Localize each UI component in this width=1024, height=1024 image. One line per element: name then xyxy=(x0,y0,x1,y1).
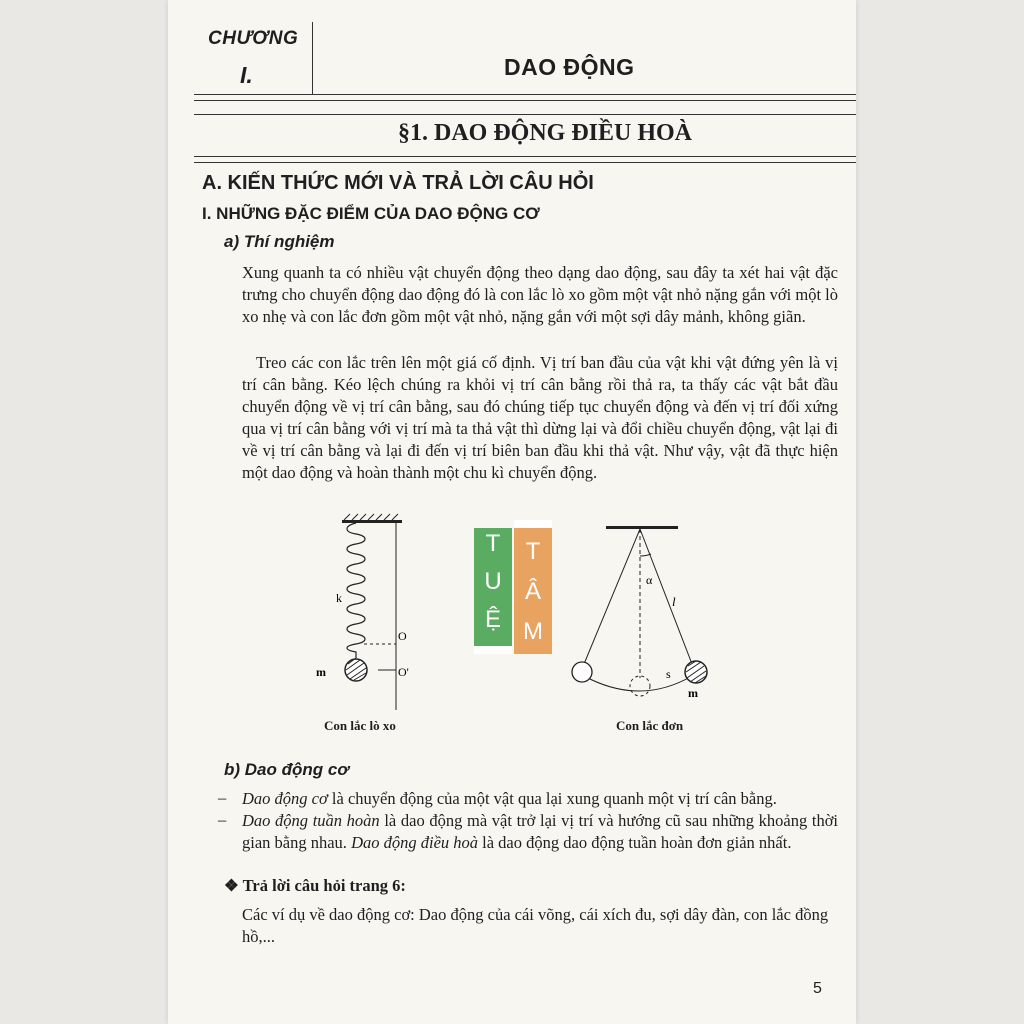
list-dash: – xyxy=(218,788,227,807)
header-rule xyxy=(194,100,856,101)
answer-body: Các ví dụ về dao động cơ: Dao động của cái võng, cái xích đu, sợi dây đàn, con lắc đồng hồ,... xyxy=(242,905,829,946)
heading-i: I. NHỮNG ĐẶC ĐIỂM CỦA DAO ĐỘNG CƠ xyxy=(202,204,540,223)
subheading-experiment: a) Thí nghiệm xyxy=(224,232,335,251)
logo-letter: U xyxy=(484,568,502,595)
logo-letter: Â xyxy=(524,578,541,605)
section-rule xyxy=(194,114,856,115)
chapter-title: DAO ĐỘNG xyxy=(504,54,635,80)
spring-label-k: k xyxy=(336,591,342,605)
spring-label-m: m xyxy=(316,665,326,679)
list-item: Dao động tuần hoàn là dao động mà vật trở lại vị trí và hướng cũ sau những khoảng thời gian bằng nhau. Dao động điều hoà là dao động dao động tuần hoàn đơn giản nhất. xyxy=(242,811,839,852)
heading-a: A. KIẾN THỨC MỚI VÀ TRẢ LỜI CÂU HỎI xyxy=(202,172,594,194)
header-rule xyxy=(194,94,856,95)
section-rule xyxy=(194,156,856,157)
diamond-bullet-icon: ❖ xyxy=(224,876,239,895)
chapter-number: I. xyxy=(240,62,253,88)
textbook-page xyxy=(168,0,856,1024)
page-number: 5 xyxy=(813,980,822,997)
pendulum-label-s: s xyxy=(666,667,671,681)
list-item: Dao động cơ là chuyển động của một vật qua lại xung quanh một vị trí cân bằng. xyxy=(242,789,777,808)
pendulum-caption: Con lắc đơn xyxy=(616,718,684,733)
spring-caption: Con lắc lò xo xyxy=(324,718,396,733)
pendulum-label-m: m xyxy=(688,686,698,700)
simple-pendulum-figure xyxy=(568,516,738,716)
paragraph: Xung quanh ta có nhiều vật chuyển động theo dạng dao động, sau đây ta xét hai vật đặc trưng cho chuyển động dao động đó là con lắc lò xo gồm một vật nhỏ nặng gắn với một lò xo nhẹ và con lắc đơn gồm một vật nhỏ, nặng gắn với một sợi dây mảnh, không giãn. xyxy=(242,263,838,326)
logo-letter: T xyxy=(485,530,501,557)
section-rule xyxy=(194,162,856,163)
logo-letter: T xyxy=(525,538,541,565)
answer-heading: ❖ Trả lời câu hỏi trang 6: xyxy=(224,876,406,895)
term: Dao động điều hoà xyxy=(351,833,479,852)
chapter-divider xyxy=(312,22,313,94)
pendulum-label-alpha: α xyxy=(646,573,653,587)
paragraph: Treo các con lắc trên lên một giá cố định. Vị trí ban đầu của vật khi vật đứng yên là vị trí cân bằng. Kéo lệch chúng ra khỏi vị trí cân bằng rồi thả ra, ta thấy các vật bắt đầu chuyển động về vị trí cân bằng, sau đó chúng tiếp tục chuyển động và đến vị trí đối xứng qua vị trí cân bằng với vị trí mà ta thả vật thì dừng lại và đổi chiều chuyển động, vật lại đi về vị trí cân bằng và lại đi đến vị trí biên ban đầu khi thả vật. Như vậy, vật đã thực hiện một dao động và hoàn thành một chu kì chuyển động. xyxy=(242,353,838,482)
section-title: §1. DAO ĐỘNG ĐIỀU HOÀ xyxy=(398,120,693,146)
logo-strip xyxy=(514,520,552,528)
list-dash: – xyxy=(218,810,227,829)
spring-pendulum-figure xyxy=(308,512,438,742)
logo-letter: Ệ xyxy=(484,606,501,633)
logo-strip xyxy=(474,646,512,654)
term: Dao động tuần hoàn xyxy=(242,811,380,830)
spring-label-o-prime: O' xyxy=(398,665,409,679)
chapter-label: CHƯƠNG xyxy=(208,28,299,49)
subheading-oscillation: b) Dao động cơ xyxy=(224,760,349,779)
logo-letter: M xyxy=(523,618,543,645)
tue-tam-logo xyxy=(474,520,552,654)
pendulum-label-l: l xyxy=(672,594,676,609)
spring-label-o: O xyxy=(398,629,407,643)
term: Dao động cơ xyxy=(242,789,328,808)
